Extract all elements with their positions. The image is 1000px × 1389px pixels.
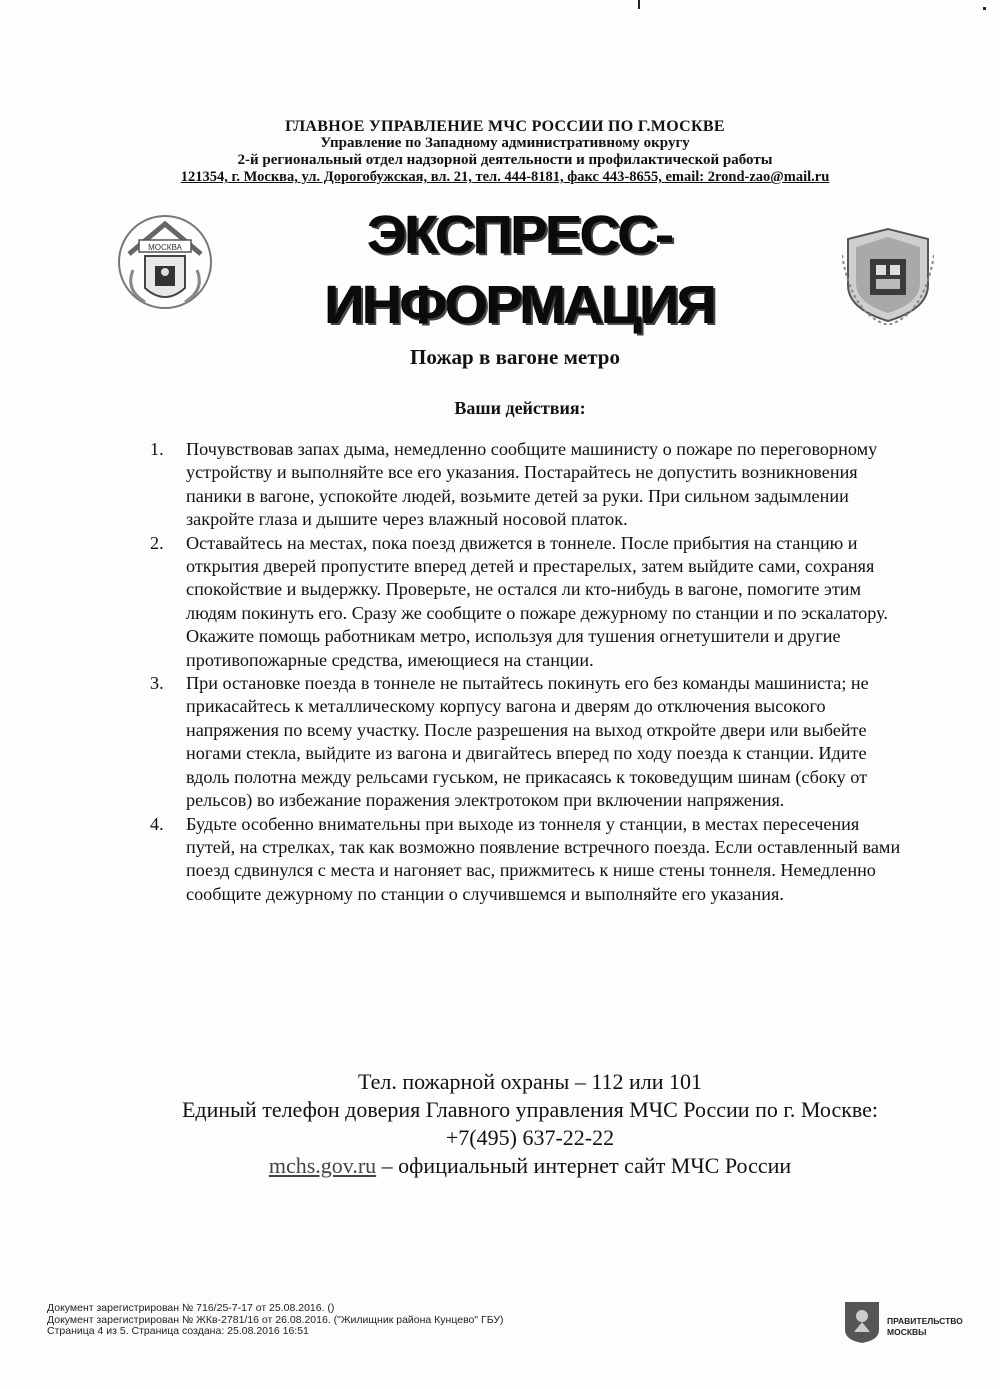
agency-name: ГЛАВНОЕ УПРАВЛЕНИЕ МЧС РОССИИ ПО Г.МОСКВЕ: [285, 118, 725, 135]
division-name: 2-й региональный отдел надзорной деятельности и профилактической работы: [237, 152, 773, 168]
trust-phone-line: Единый телефон доверия Главного управления МЧС России по г. Москве: +7(495) 637-22-22: [181, 1097, 879, 1150]
banner-title: ЭКСПРЕСС-ИНФОРМАЦИЯ: [325, 205, 715, 335]
item-number: 3.: [150, 673, 164, 694]
mchs-shield-emblem-icon: [842, 225, 934, 325]
letterhead: [100, 118, 910, 186]
item-text: Будьте особенно внимательны при выходе из тоннеля у станции, в местах пересечения путей, на стрелках, так как возможно появление встречного поезда. Если оставленный вами поезд сдвинулся с места и нагоняет вас, прижмитесь к нише стены тоннеля. Немедленно сообщите дежурному по станции о случившемся и выполняйте его указания.: [186, 813, 901, 904]
item-text: Оставайтесь на местах, пока поезд движется в тоннеле. После прибытия на станцию и открытия дверей пропустите вперед детей и престарелых, затем выйдите сами, сохраняя спокойствие и выдержку. Проверьте, не остался ли кто-нибудь в вагоне, помогите этим людям покинуть его. Сразу же сообщите о пожаре дежурному по станции и по эскалатору. Окажите помощь работникам метро, используя для тушения огнетушители и другие противопожарные средства, имеющиеся на станции.: [186, 532, 888, 670]
registration-footer: [47, 1303, 697, 1338]
department-name: Управление по Западному административному округу: [320, 135, 690, 151]
item-number: 2.: [150, 532, 164, 553]
emblem-label: МОСКВА: [148, 243, 182, 252]
express-info-banner: [205, 200, 835, 335]
list-item: [150, 438, 910, 532]
list-item: [150, 532, 910, 672]
scan-mark: [638, 0, 640, 9]
list-item: [150, 672, 910, 812]
mchs-site-link[interactable]: mchs.gov.ru: [268, 1153, 377, 1178]
item-text: При остановке поезда в тоннеле не пытайтесь покинуть его без команды машиниста; не прикасайтесь к металлическому корпусу вагона и дверям до отключения высокого напряжения по всему участку. После разрешения на выход откройте двери или выбейте ногами стекла, выйдите из вагона и двигайтесь вперед по ходу поезда к станции. Идите вдоль полотна между рельсами гуськом, не прикасаясь к токоведущим шинам (сбоку от рельсов) во избежание поражения электротоком при включении напряжения.: [186, 673, 869, 811]
website-description: – официальный интернет сайт МЧС России: [376, 1153, 792, 1178]
page-info-line: Страница 4 из 5. Страница создана: 25.08.2016 16:51: [47, 1325, 309, 1337]
gov-label: [887, 1316, 963, 1338]
item-number: 4.: [150, 813, 164, 834]
registration-line-1: Документ зарегистрирован № 716/25-7-17 от 25.08.2016. (): [47, 1302, 335, 1314]
list-item: [150, 813, 910, 907]
moscow-government-logo-icon: [843, 1300, 881, 1344]
document-title: Пожар в вагоне метро: [410, 345, 620, 369]
item-text: Почувствовав запах дыма, немедленно сообщите машинисту о пожаре по переговорному устройству и выполняйте все его указания. Постарайтесь не допустить возникновения паники в вагоне, успокойте людей, возьмите детей за руки. При сильном задымлении закройте глаза и дышите через влажный носовой платок.: [186, 439, 878, 530]
item-number: 1.: [150, 439, 164, 459]
gov-label-line-2: МОСКВЫ: [887, 1327, 927, 1337]
gov-label-line-1: ПРАВИТЕЛЬСТВО: [887, 1316, 963, 1326]
website-line: [150, 1152, 910, 1180]
actions-list: [150, 438, 910, 906]
registration-line-2: Документ зарегистрирован № ЖКв-2781/16 от 26.08.2016. ("Жилищник района Кунцево" ГБУ): [47, 1313, 504, 1326]
document-subtitle: Ваши действия:: [454, 398, 586, 418]
fire-phone-line: Тел. пожарной охраны – 112 или 101: [357, 1069, 703, 1094]
contact-block: [150, 1068, 910, 1180]
scan-mark: [983, 7, 986, 10]
address-line: 121354, г. Москва, ул. Дорогобужская, вл. 21, тел. 444-8181, факс 443-8655, email: 2rond-zao@mail.ru: [180, 169, 830, 185]
